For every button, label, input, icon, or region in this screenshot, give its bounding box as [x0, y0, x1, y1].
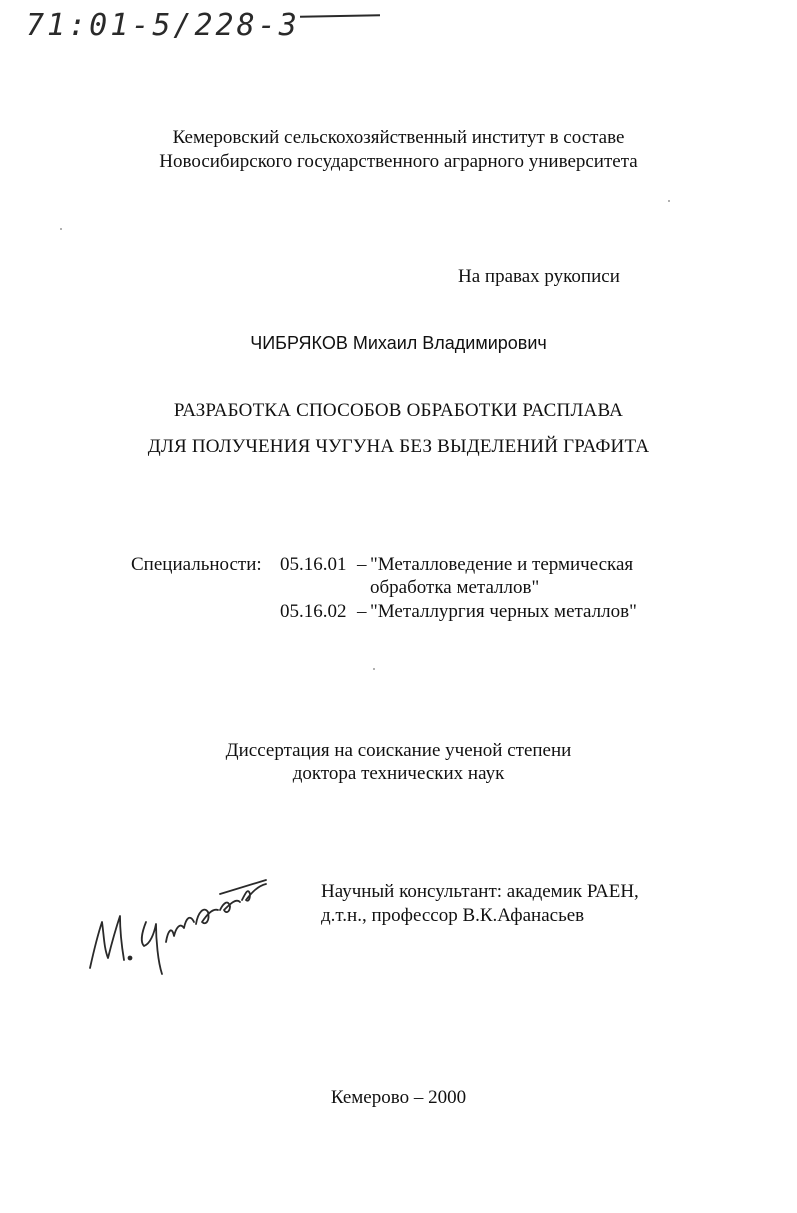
- specialties-label: Специальности:: [131, 554, 262, 575]
- archive-code-underline: [300, 14, 380, 17]
- specialty-name-1-line-1: "Металловедение и термическая: [370, 554, 634, 575]
- scan-speck: [668, 200, 670, 202]
- author-name: ЧИБРЯКОВ Михаил Владимирович: [250, 333, 547, 353]
- place-year: Кемерово – 2000: [330, 1087, 467, 1108]
- specialty-code-1: 05.16.01: [280, 554, 347, 575]
- specialty-dash-2: –: [357, 601, 367, 622]
- degree-line-2: доктора технических наук: [292, 763, 505, 784]
- scan-speck: [60, 228, 62, 230]
- archive-code: 71:01-5/228-3: [26, 8, 300, 43]
- specialty-code-2: 05.16.02: [280, 601, 347, 622]
- dissertation-title-line-2: ДЛЯ ПОЛУЧЕНИЯ ЧУГУНА БЕЗ ВЫДЕЛЕНИЙ ГРАФИТА: [147, 436, 650, 457]
- institution-line-2: Новосибирского государственного аграрного университета: [159, 151, 638, 172]
- consultant-line-2: д.т.н., профессор В.К.Афанасьев: [321, 905, 585, 926]
- manuscript-rights: На правах рукописи: [458, 266, 620, 287]
- dissertation-title-line-1: РАЗРАБОТКА СПОСОБОВ ОБРАБОТКИ РАСПЛАВА: [173, 400, 624, 421]
- author-signature: [80, 870, 270, 980]
- degree-line-1: Диссертация на соискание ученой степени: [225, 740, 572, 761]
- scan-speck: [373, 668, 375, 670]
- specialty-dash-1: –: [357, 554, 367, 575]
- specialty-name-2: "Металлургия черных металлов": [370, 601, 637, 622]
- institution-line-1: Кемеровский сельскохозяйственный институт в составе: [172, 127, 625, 148]
- consultant-line-1: Научный консультант: академик РАЕН,: [321, 881, 639, 902]
- specialty-name-1-line-2: обработка металлов": [370, 577, 540, 598]
